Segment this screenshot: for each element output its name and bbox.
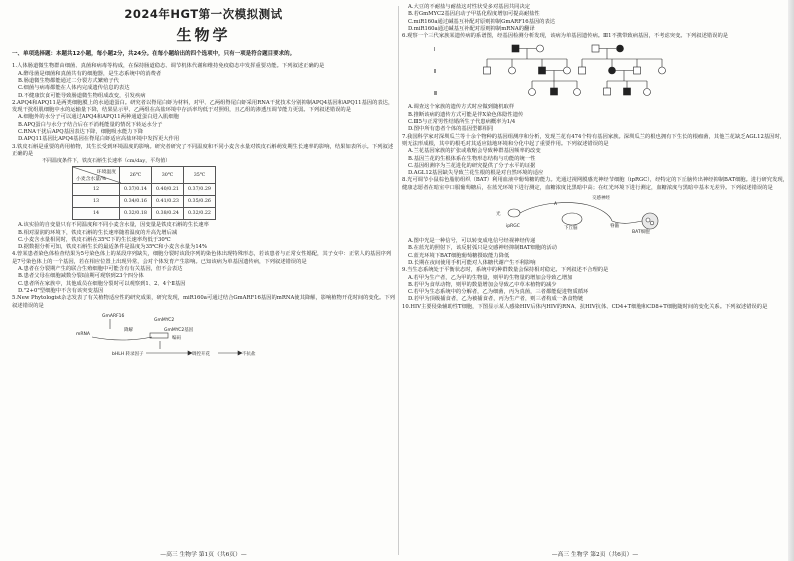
table-cell: 0.40/0.21 xyxy=(151,184,183,196)
fig-label-light: 光 xyxy=(496,212,501,218)
q5-option-a: A.大豆的不耐盐与耐盐这对性状受多对基因共同决定 xyxy=(408,4,531,10)
q6-option-d: D.图中所有患者个体的基因型都相同 xyxy=(408,126,494,133)
q3-option-d: D.据数据分析可知，铁皮石斛生长的最适条件是温度为35℃和小麦含水量为14% xyxy=(18,244,208,251)
fig-label-encode: 编码 xyxy=(172,335,181,341)
table-cell: 14 xyxy=(73,208,120,220)
generation-label-2: Ⅱ xyxy=(434,69,437,76)
left-page xyxy=(12,0,395,561)
table-cell: 0.41/0.23 xyxy=(151,196,183,208)
q5-option-c: C.miR160a通过碱基互补配对原则抑制GmARF16基因的表达 xyxy=(408,18,556,25)
q7-option-d: D.AGL12基因缺失导致兰花生根的根是对自然环境的适应 xyxy=(408,170,544,177)
q3-option-c: C.小麦含水量相同时，铁皮石斛在35℃下的生长速率均低于30℃ xyxy=(18,236,171,243)
q8-option-b: B.在蓝光的照射下，该反射弧只是交感神经抑制BAT细胞的活动 xyxy=(408,245,557,252)
q5-option-d: D.miR160a通过碱基互补配对原则抑制mRNA的翻译 xyxy=(408,25,535,32)
fig-label-flowering: 调控开花 xyxy=(192,351,210,357)
corner-top-label: 环境温度 xyxy=(96,170,116,176)
table-cell: 0.38/0.24 xyxy=(151,208,183,220)
q5-stem: 5.New Phytologist杂志发表了有关植物适应性的研究成果，研究发现，miR160a可通过结合GmARF16基因的mRNA使其降解，影响植物开花时间的变化。下列叙述错误的是 xyxy=(12,295,395,309)
footer-left: —高三 生物学 第1页（共6页）— xyxy=(160,552,247,558)
page-divider xyxy=(398,6,399,555)
generation-label-3: Ⅲ xyxy=(434,91,438,98)
q1-option-a: A.酵母菌是细菌和真菌共有的细胞器，是生态系统中的消费者 xyxy=(18,70,162,77)
q9-option-a: A.若甲为生产者，乙为甲的生物量，则甲的生物量的增加会导致乙增加 xyxy=(408,274,573,281)
q4-option-a: A.患者在分裂期产生的联合生殖细胞中可能含有有关基因，但不会表达 xyxy=(18,266,183,273)
right-page xyxy=(402,0,788,561)
q4-option-c: C.患者所在家族中，其他成员在细胞分裂时可以观察到1、2、4个Ⅱ基因 xyxy=(18,280,186,287)
q6-option-a: A.调查这个家族的遗传方式时应做到随机取样 xyxy=(408,104,515,111)
q4-stem: 4.曾某患者染色体检查结果为5号染色体上的某段序列缺失，细胞分裂时该段序列的染色体出现特殊形态，若该患者与正常女性婚配，其子女中：正常人的基因序列是7号染色体上的一个基因，若在相应位置上出现异常，会对个体发育产生影响。已知该病为单基因遗传病，下列叙述错误的是 xyxy=(12,251,392,265)
q4-option-b: B.患者父母在细胞减数分裂I前期可观察到23个四分体 xyxy=(18,273,144,280)
q10-stem: 10.HIV主要侵染辅助性T细胞，下图显示某人感染HIV后体内HIV的RNA、抗HIV抗体、CD4+T细胞和CD8+T细胞随时间的变化关系。下列叙述错误的是 xyxy=(402,303,768,310)
fig-label-hypothalamus: 下丘脑 xyxy=(564,226,578,232)
q6-option-b: B.推断该病的遗传方式可能是伴X染色体隐性遗传 xyxy=(408,111,524,118)
fig-label-gene: GmMYC2基因 xyxy=(164,327,194,333)
table-cell: 12 xyxy=(73,184,120,196)
q6-stem: 6.观察一个三代家族某遗传病的系谱图，经基因检测分析发现，该病为单基因遗传病。Ⅲ1不携带致病基因，不考虑突变。下列叙述错误的是 xyxy=(402,33,729,40)
table-header: 30℃ xyxy=(151,167,183,184)
fig-label-sympathetic: 交感神经 xyxy=(592,196,610,202)
fig-label-spinal: 脊髓 xyxy=(610,224,619,230)
table-cell: 0.35/0.26 xyxy=(183,196,215,208)
q1-option-d: D.不健康饮食可能导致肠道微生物组成改变，引发疾病 xyxy=(18,92,146,99)
subject-title: 生物学 xyxy=(176,26,231,44)
fig-label-a: A xyxy=(554,202,558,208)
table-header: 26℃ xyxy=(120,167,152,184)
table-cell: 0.32/0.22 xyxy=(183,208,215,220)
q8-option-c: C.蓝光环境下BAT细胞葡萄糖摄取能力降低 xyxy=(408,252,510,259)
q4-option-d: D."2+0"型细胞中不含有该突变基因 xyxy=(18,287,104,294)
exam-title: 2024年HGT第一次模拟测试 xyxy=(124,7,283,21)
fig-label-iprgc: ipRGC xyxy=(506,224,520,230)
table-cell: 0.32/0.18 xyxy=(120,208,152,220)
q1-option-c: C.细菌与病毒都能在人体内完成遗传信息的表达 xyxy=(18,85,130,92)
q2-stem: 2.APQ4和APQ11是两类细胞膜上的水通道蛋白。研究者以脊尾白虾为材料，对甲、乙两组脊尾白虾采用RNA干扰技术分别抑制APQ4基因和APQ11基因的表达，发现干扰组肌细胞中水的运输量下降，结果显示甲、乙两组在高盐环境中存活率均低于对照组，且乙组的渗透压调节能力更弱。下列叙述错误的是 xyxy=(12,99,394,114)
q2-option-d: D.APQ11基因比APQ4基因在脊尾白虾适应高盐环境中发挥更大作用 xyxy=(18,136,180,143)
table-cell: 0.34/0.16 xyxy=(120,196,152,208)
table-header: 35℃ xyxy=(183,167,215,184)
generation-label-1: Ⅰ xyxy=(434,47,436,54)
q6-option-c: C.Ⅲ5与正常男性结婚所生子代患病概率为1/4 xyxy=(408,119,516,126)
q2-option-a: A.细胞外的水分子可以通过APQ4和APQ11两种通道蛋白进入肌细胞 xyxy=(18,114,179,121)
q3-stem: 3.铁皮石斛是重要的药用植物，其生长受到环境温度的影响。研究者研究了不同温度和不同小麦含水量对铁皮石斛萌发期生长速率的影响，结果如表所示。下列叙述正确的是 xyxy=(12,143,394,157)
corner-bottom-label: 小麦含水量/% xyxy=(76,177,107,183)
binding-edge xyxy=(788,0,794,561)
q8-stem: 8.光可调节小鼠棕色脂肪组织（BAT）利用血液中葡萄糖的能力。光通过视网膜感光神经节细胞（ipRGC），经特定的下丘脑传出神经抑制BAT细胞。进行研究发现，健康志愿者在暗室中口服葡萄糖后，在蓝光环境下进行测定，血糖浓度比黑暗中高；在红光环境下进行测定，血糖浓度与黑暗中基本无差异。下列叙述错误的是 xyxy=(402,177,788,191)
fig-label-gmmyc2: GmMYC2 xyxy=(154,317,175,323)
table-row xyxy=(73,184,216,196)
fig-label-not-salt: 不抗盐 xyxy=(242,351,256,357)
q1-stem: 1.人体肠道微生物群由细菌、真菌和病毒等构成，在保持肠道稳态、调节机体代谢和维持免疫稳态中发挥重要功能。下列叙述正确的是 xyxy=(12,63,325,70)
fig-label-mrna: mRNA xyxy=(76,331,90,337)
q9-option-d: D.若甲为顶级捕食者，乙为被捕食者，丙为生产者，则三者构成一条食物链 xyxy=(408,296,584,303)
q3-data-table xyxy=(72,166,216,220)
q6-pedigree-chart xyxy=(402,41,788,103)
q3-option-b: B.相对湿润的环境下，铁皮石斛的生长速率随着温度的升高先增后减 xyxy=(18,229,178,236)
q5-regulation-diagram xyxy=(12,311,395,363)
q9-option-b: B.若甲为食草动物，则甲的数量增加会导致乙中草本植物的减少 xyxy=(408,281,557,288)
table-cell: 0.37/0.14 xyxy=(120,184,152,196)
fig-label-degrade: 降解 xyxy=(124,327,133,333)
q8-option-a: A.图中光是一种信号，可以转变成电信号经视神经传递 xyxy=(408,238,536,245)
q8-light-pathway-diagram xyxy=(402,193,788,237)
q7-option-a: A.兰花基因家族的扩张或收缩会导致种群基因频率的改变 xyxy=(408,148,541,155)
fig-label-bhlh: bHLH 转录因子 xyxy=(112,351,144,357)
q3-table-caption: 不同温度条件下，铁皮石斛生长速率（cm/day，平均值） xyxy=(42,158,171,165)
q7-stem: 7.我国科学家对深圳瓜兰等十余个物种的基因组测序和分析，发现兰花有474个特有基因家族。深圳瓜兰的根也拥有下生长的根瘤菌，其他兰花缺乏AGL12基因时，则无法形成根，其中的根毛对其适应陆地环境和分化中起了重要作用。下列叙述错误的是 xyxy=(402,133,786,147)
q3-option-a: A.该实验的自变量只有不同温度和不同小麦含水量，因变量是铁皮石斛的生长速率 xyxy=(18,222,209,229)
q2-option-b: B.APQ蛋白与水分子结合后在不消耗能量的情况下转运水分子 xyxy=(18,121,163,128)
q1-option-b: B.肠道微生物都能通过二分裂方式繁殖子代 xyxy=(18,78,119,84)
q2-option-c: C.RNA干扰后APQ基因表达下降，细胞吸水能力下降 xyxy=(18,129,144,136)
table-cell: 0.37/0.29 xyxy=(183,184,215,196)
fig-label-gmarf16: GmARF16 xyxy=(102,313,125,319)
footer-right: —高三 生物学 第2页（共6页）— xyxy=(551,552,639,558)
section-heading: 一、单项选择题：本题共12小题，每小题2分，共24分。在每小题给出的四个选项中，只有一项是符合题目要求的。 xyxy=(12,50,296,57)
q9-stem: 9.当生态系统处于平衡状态时，系统中的种群数量会保持相对稳定。下列叙述不合理的是 xyxy=(402,267,609,274)
q5-option-b: B.若GmMYC2基因启动子甲基化程度增加可提高耐盐性 xyxy=(408,11,540,18)
table-cell: 13 xyxy=(73,196,120,208)
q7-option-b: B.基因兰花的生根体系在生物形态结构与功能的统一性 xyxy=(408,155,536,162)
fig-label-bat: BAT细胞 xyxy=(632,230,650,236)
q9-option-c: C.若甲为生态系统中的分解者，乙为细菌，丙为真菌，三者都能促进物质循环 xyxy=(408,289,589,296)
table-corner-cell xyxy=(73,167,120,184)
table-row xyxy=(73,196,216,208)
q7-option-c: C.基因组测序为兰花进化的研究提供了分子水平的证据 xyxy=(408,162,536,169)
q8-option-d: D.长期在夜间使用手机可能对人体糖代谢产生不利影响 xyxy=(408,259,536,266)
table-row xyxy=(73,208,216,220)
